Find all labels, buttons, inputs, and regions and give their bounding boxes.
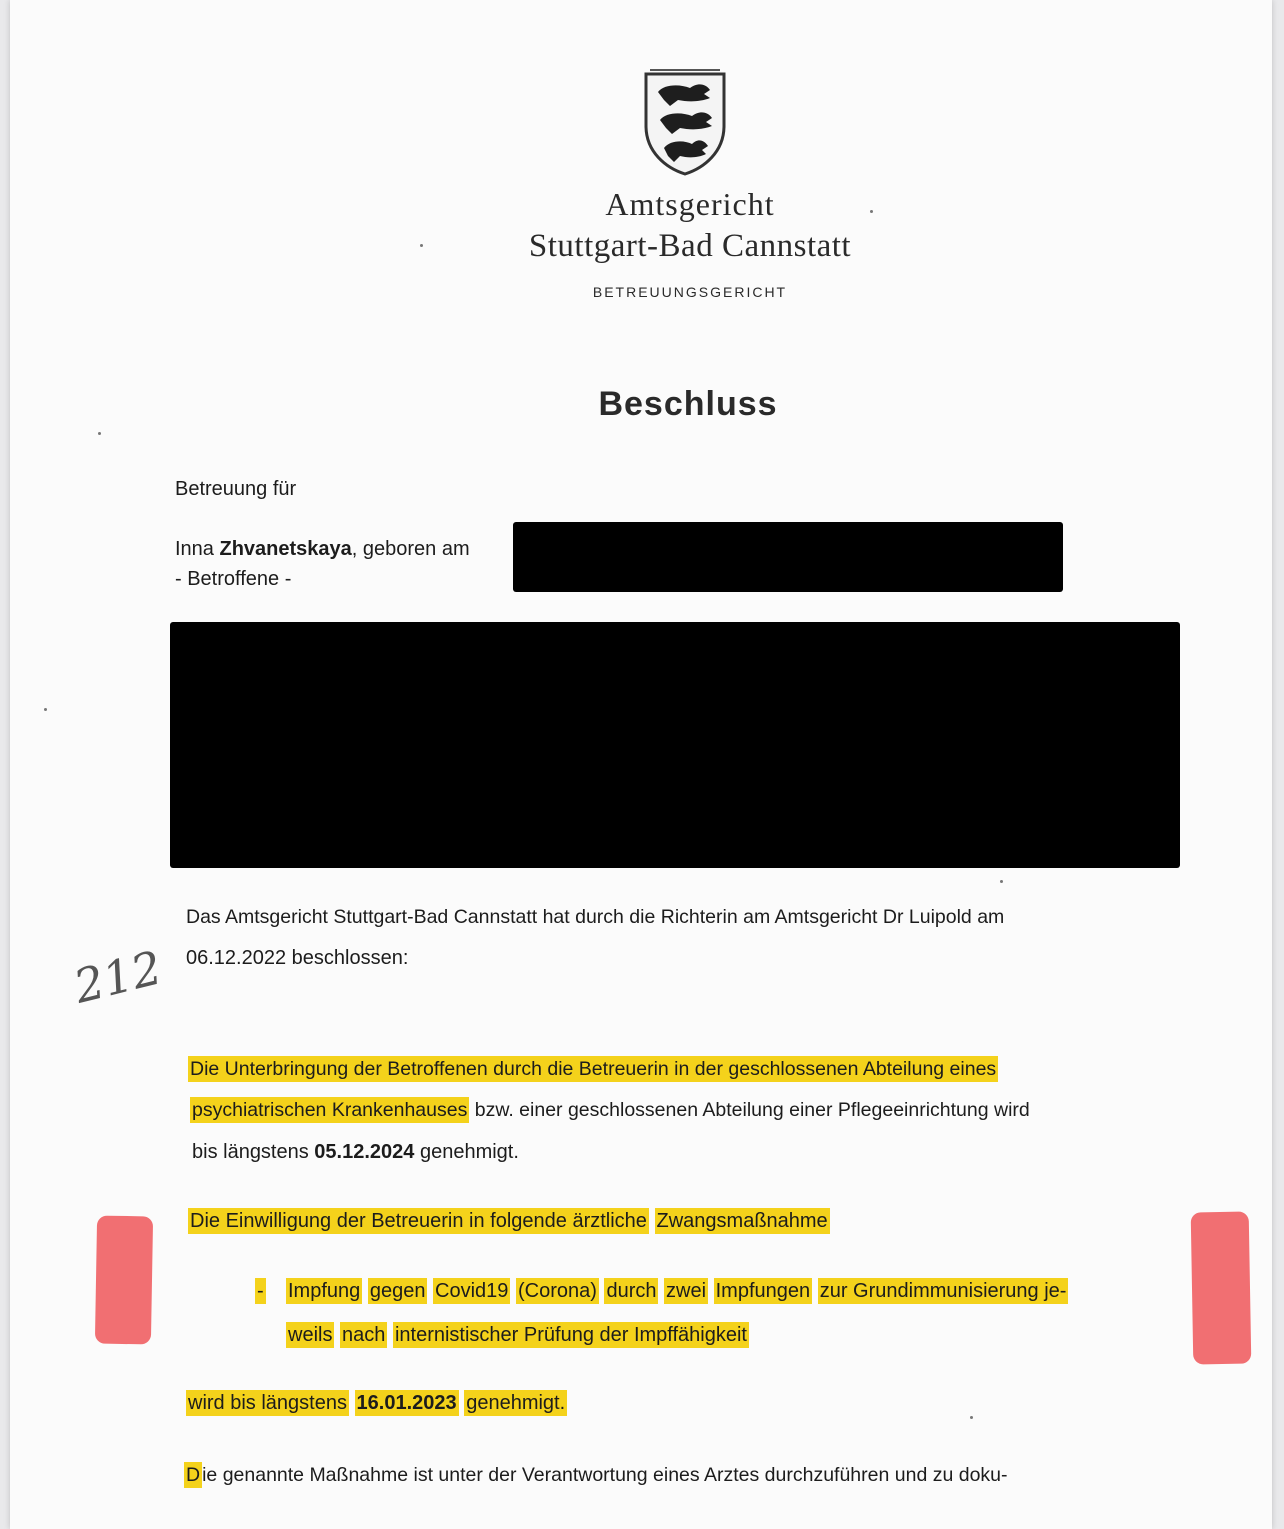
handwritten-page-number: 212: [68, 940, 168, 1014]
highlight: (Corona): [517, 1280, 597, 1302]
document-page: [10, 0, 1272, 1529]
intro-line2: 06.12.2022 beschlossen:: [186, 947, 409, 969]
para1-line3: [192, 1141, 519, 1164]
highlight: internistischer Prüfung der Impffähigkeit: [394, 1324, 747, 1346]
highlight: zwei: [666, 1280, 707, 1302]
subject-label: Betreuung für: [175, 478, 297, 500]
scan-speck: [970, 1416, 973, 1419]
highlight: durch: [606, 1280, 657, 1302]
redaction-block: [170, 622, 1180, 868]
scan-speck: [870, 210, 873, 213]
para3-date: 16.01.2023: [356, 1392, 457, 1414]
scan-speck: [1000, 880, 1003, 883]
bullet-line2: [286, 1324, 749, 1347]
subject-last-name: Zhvanetskaya: [219, 538, 352, 560]
bullet-line1: [286, 1280, 1068, 1303]
red-marker-right: [1191, 1212, 1252, 1365]
highlight: genehmigt.: [466, 1392, 566, 1414]
court-name-line2: Stuttgart-Bad Cannstatt: [528, 228, 852, 264]
highlight: gegen: [369, 1280, 426, 1302]
subject-first-name: Inna: [175, 538, 220, 560]
subject-line: [175, 538, 470, 561]
highlight: zur Grundimmunisierung je-: [819, 1280, 1067, 1302]
coat-of-arms-icon: [640, 68, 730, 176]
para1-line1: [188, 1058, 998, 1081]
highlight: -: [257, 1280, 264, 1302]
highlight: weils: [288, 1324, 333, 1346]
para1-date: 05.12.2024: [314, 1141, 415, 1163]
para1-line2-rest: bzw. einer geschlossenen Abteilung einer Pflegeeinrichtung wird: [469, 1099, 1030, 1121]
intro-line1: Das Amtsgericht Stuttgart-Bad Cannstatt hat durch die Richterin am Amtsgericht Dr Luipold am: [186, 906, 1005, 928]
para4-line: [184, 1464, 1008, 1487]
red-marker-left: [95, 1216, 153, 1345]
scan-speck: [44, 708, 47, 711]
para3-line: [186, 1392, 567, 1415]
highlight: nach: [342, 1324, 386, 1346]
para4-text: ie genannte Maßnahme ist unter der Verantwortung eines Arztes durchzuführen und zu doku-: [202, 1464, 1008, 1486]
highlight: Die Unterbringung der Betroffenen durch die Betreuerin in der geschlossenen Abteilung eines: [190, 1058, 997, 1080]
document-title: Beschluss: [598, 385, 778, 423]
highlight: Impfungen: [715, 1280, 811, 1302]
subject-role: - Betroffene -: [175, 568, 292, 590]
para1-line3-b: genehmigt.: [414, 1141, 519, 1163]
subject-born-text: , geboren am: [351, 538, 470, 560]
highlight: psychiatrischen Krankenhauses: [192, 1099, 468, 1121]
highlight: Covid19: [435, 1280, 509, 1302]
highlight: Impfung: [288, 1280, 361, 1302]
highlight: D: [186, 1464, 201, 1486]
bullet-dash: [255, 1280, 266, 1303]
para1-line3-a: bis längstens: [192, 1141, 315, 1163]
scan-speck: [420, 244, 423, 247]
court-name-line1: Amtsgericht: [605, 186, 775, 222]
highlight: wird bis längstens: [188, 1392, 347, 1414]
highlight: Zwangsmaßnahme: [656, 1210, 828, 1232]
redaction-birthdate: [513, 522, 1063, 592]
court-department: BETREUUNGSGERICHT: [592, 284, 788, 300]
scan-speck: [98, 432, 101, 435]
highlight: Die Einwilligung der Betreuerin in folgende ärztliche: [190, 1210, 647, 1232]
para2-line: [188, 1210, 830, 1233]
para1-line2: [190, 1099, 1030, 1122]
